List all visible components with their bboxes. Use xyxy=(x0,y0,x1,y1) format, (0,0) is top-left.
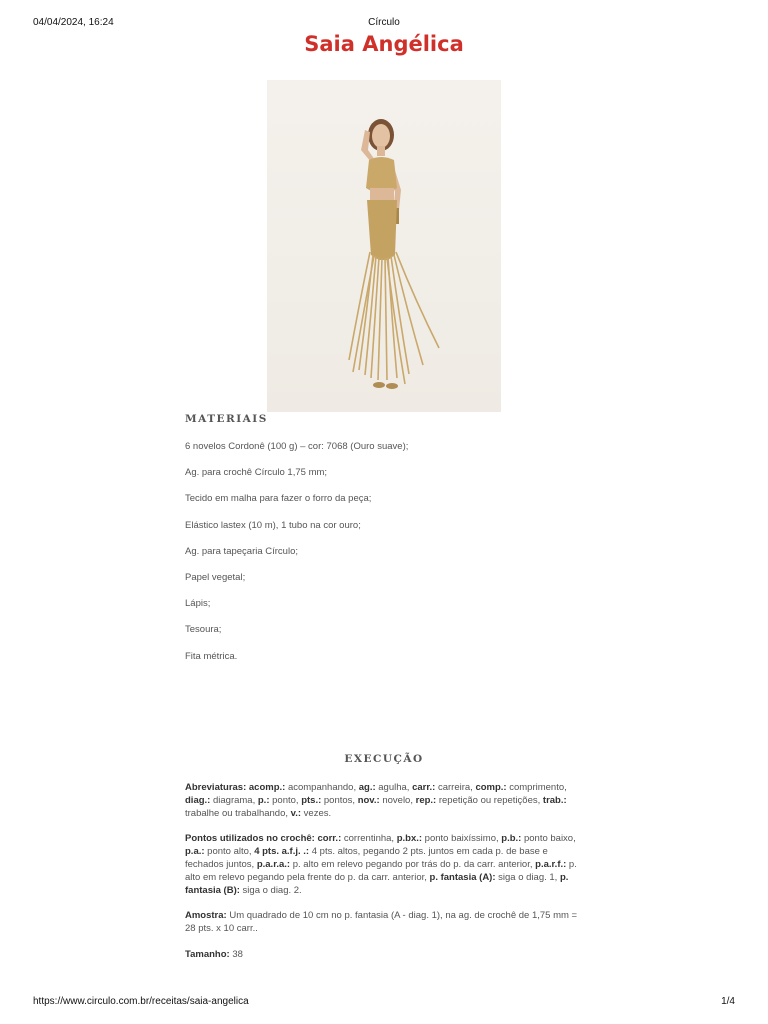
term-text: 38 xyxy=(229,948,243,960)
print-url: https://www.circulo.com.br/receitas/saia-angelica xyxy=(33,996,249,1007)
materials-item: Ag. para crochê Círculo 1,75 mm; xyxy=(185,467,328,479)
term-label: Amostra: xyxy=(185,910,227,922)
page-title: Saia Angélica xyxy=(304,32,464,56)
skirt-fringe xyxy=(349,252,439,384)
materials-item: Tesoura; xyxy=(185,624,222,636)
term-label: pts.: xyxy=(301,794,322,806)
term-label: Abreviaturas: acomp.: xyxy=(185,782,286,793)
term-label: p.a.r.a.: xyxy=(256,858,291,870)
term-label: diag.: xyxy=(185,794,211,806)
size-paragraph xyxy=(185,949,585,962)
execution-heading: EXECUÇÃO xyxy=(344,753,424,765)
term-label: p. fantasia (A): xyxy=(429,871,496,883)
term-text: ponto baixo, xyxy=(521,833,576,845)
term-label: p.: xyxy=(257,794,270,806)
page-number: 1/4 xyxy=(721,996,735,1007)
print-datetime: 04/04/2024, 16:24 xyxy=(33,17,114,28)
term-text: p. alto em relevo pegando pela frente do p. da carr. anterior, xyxy=(185,858,577,883)
term-label: nov.: xyxy=(357,794,380,806)
term-label: rep.: xyxy=(415,794,437,806)
term-text: Um quadrado de 10 cm no p. fantasia (A - diag. 1), na ag. de crochê de 1,75 mm = 28 pts. x 10 carr.. xyxy=(185,910,578,935)
term-label: carr.: xyxy=(412,782,436,793)
term-text: diagrama, xyxy=(210,794,258,806)
term-label: ag.: xyxy=(358,782,376,793)
term-text: ponto alto, xyxy=(204,846,255,858)
term-label: p.a.: xyxy=(185,846,205,858)
gauge-paragraph xyxy=(185,910,585,936)
term-text: siga o diag. 2. xyxy=(239,884,302,896)
term-text: carreira, xyxy=(435,782,476,793)
product-photo xyxy=(267,80,501,412)
materials-item: Fita métrica. xyxy=(185,650,238,662)
term-text: p. alto em relevo pegando por trás do p. da carr. anterior, xyxy=(290,858,536,870)
term-label: p.b.: xyxy=(501,833,522,845)
term-text: siga o diag. 1, xyxy=(495,871,560,883)
term-text: correntinha, xyxy=(341,833,397,845)
term-label: Tamanho: xyxy=(185,948,230,960)
materials-heading: MATERIAIS xyxy=(185,413,268,425)
term-text: trabalhe ou trabalhando, xyxy=(185,807,291,819)
materials-item: Ag. para tapeçaria Círculo; xyxy=(185,545,299,557)
term-text: comprimento, xyxy=(506,782,567,793)
term-label: p.bx.: xyxy=(396,833,423,845)
term-label: 4 pts. a.f.j. .: xyxy=(254,846,310,858)
term-label: trab.: xyxy=(542,794,567,806)
term-text: ponto baixíssimo, xyxy=(422,833,502,845)
term-label: v.: xyxy=(290,807,302,819)
term-label: p.a.r.f.: xyxy=(535,858,567,870)
term-label: Pontos utilizados no crochê: corr.: xyxy=(185,833,342,845)
term-label: comp.: xyxy=(475,782,507,793)
term-label: p. fantasia (B): xyxy=(185,871,569,896)
term-text: repetição ou repetições, xyxy=(436,794,543,806)
term-text: vezes. xyxy=(301,807,332,819)
materials-item: Tecido em malha para fazer o forro da peça; xyxy=(185,493,372,505)
execution-body xyxy=(185,782,585,975)
stitches-paragraph xyxy=(185,833,585,897)
term-text: novelo, xyxy=(379,794,416,806)
materials-list xyxy=(185,441,408,677)
materials-item: Elástico lastex (10 m), 1 tubo na cor ouro; xyxy=(185,519,361,531)
materials-item: Lápis; xyxy=(185,598,211,610)
term-text: 4 pts. altos, pegando 2 pts. juntos em cada p. de base e fechados juntos, xyxy=(185,846,548,870)
term-text: ponto, xyxy=(269,794,302,806)
materials-item: Papel vegetal; xyxy=(185,571,246,583)
materials-item: 6 novelos Cordonê (100 g) – cor: 7068 (Ouro suave); xyxy=(185,441,409,452)
term-text: pontos, xyxy=(321,794,358,806)
term-text: agulha, xyxy=(375,782,413,793)
print-site-title: Círculo xyxy=(368,17,400,28)
term-text: acompanhando, xyxy=(285,782,359,793)
model-illustration xyxy=(267,80,501,412)
abbreviations-paragraph xyxy=(185,782,585,820)
